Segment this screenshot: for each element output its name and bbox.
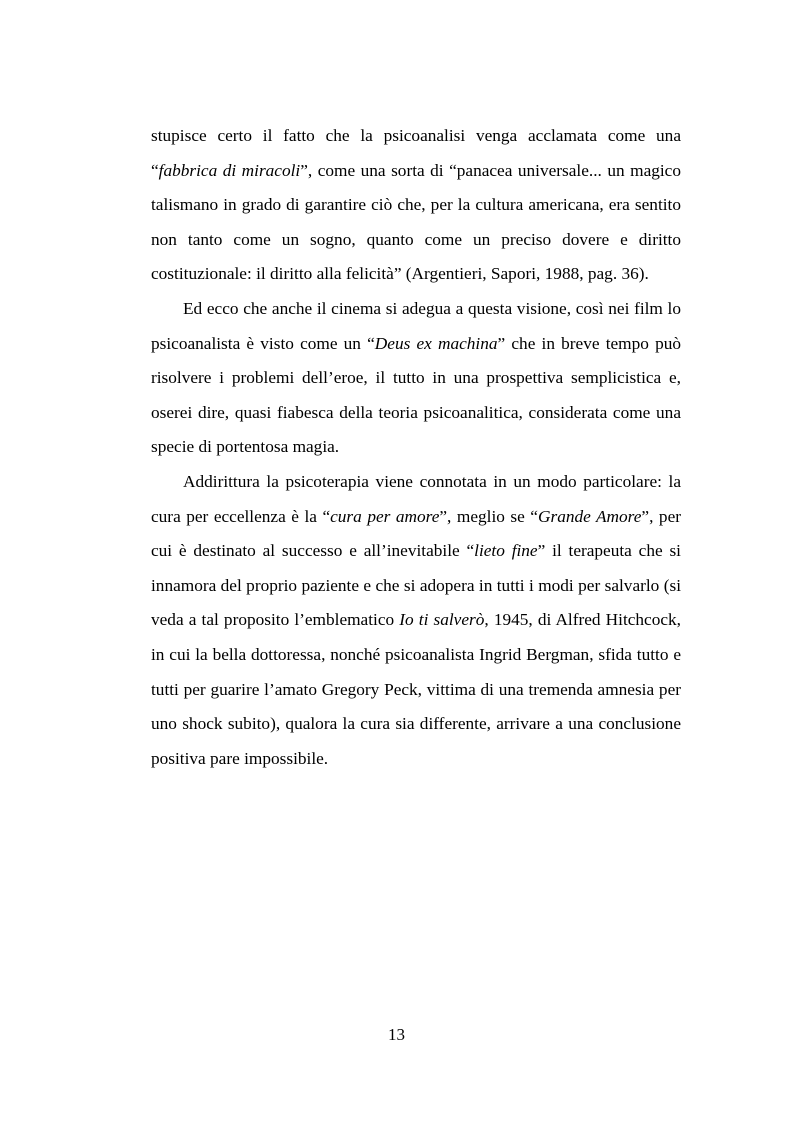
text-span: Ed ecco che anche il cinema si adegua a questa visione, così nei film lo psicoanalista è visto come un “ (151, 298, 681, 353)
text-span: ” che in breve tempo può risolvere i problemi dell’eroe, il tutto in una prospettiva semplicistica e, oserei dire, quasi fiabesca della teoria psicoanalitica, considerata come una specie di portentosa magia. (151, 333, 681, 457)
text-span: ” il terapeuta che si innamora del proprio paziente e che si adopera in tutti i modi per salvarlo (si veda a tal proposito l’emblematico (151, 541, 681, 630)
italic-text: lieto fine (474, 541, 538, 561)
text-span: , 1945, di Alfred Hitchcock, in cui la bella dottoressa, nonché psicoanalista Ingrid Bergman, sfida tutto e tutti per guarire l’amato Gregory Peck, vittima di una tremenda amnesia per uno shock subito), qualora la cura sia differente, arrivare a una conclusione positiva pare impossibile. (151, 610, 681, 768)
italic-text: fabbrica di miracoli (158, 160, 301, 180)
text-span: ”, per cui è destinato al successo e all’inevitabile “ (151, 506, 681, 561)
paragraph (151, 292, 681, 465)
paragraph (151, 465, 681, 776)
text-span: stupisce certo il fatto che la psicoanalisi venga acclamata come una “ (151, 126, 681, 180)
page-number: 13 (388, 1025, 405, 1044)
text-span: ”, meglio se “ (439, 506, 538, 526)
body-text (151, 119, 681, 776)
paragraph (151, 119, 681, 292)
text-span: Addirittura la psicoterapia viene connotata in un modo particolare: la cura per eccellenza è la “ (151, 471, 681, 526)
italic-text: cura per amore (330, 506, 440, 526)
italic-text: Grande Amore (537, 506, 642, 526)
text-span: ”, come una sorta di “panacea universale... un magico talismano in grado di garantire ciò che, per la cultura americana, era sentito non tanto come un sogno, quanto come un preciso dovere e diritto costituzionale: il diritto alla felicità” (Argentieri, Sapori, 1988, pag. 36). (151, 160, 681, 284)
italic-text: Deus ex machina (374, 333, 498, 353)
italic-text: Io ti salverò (399, 610, 485, 630)
